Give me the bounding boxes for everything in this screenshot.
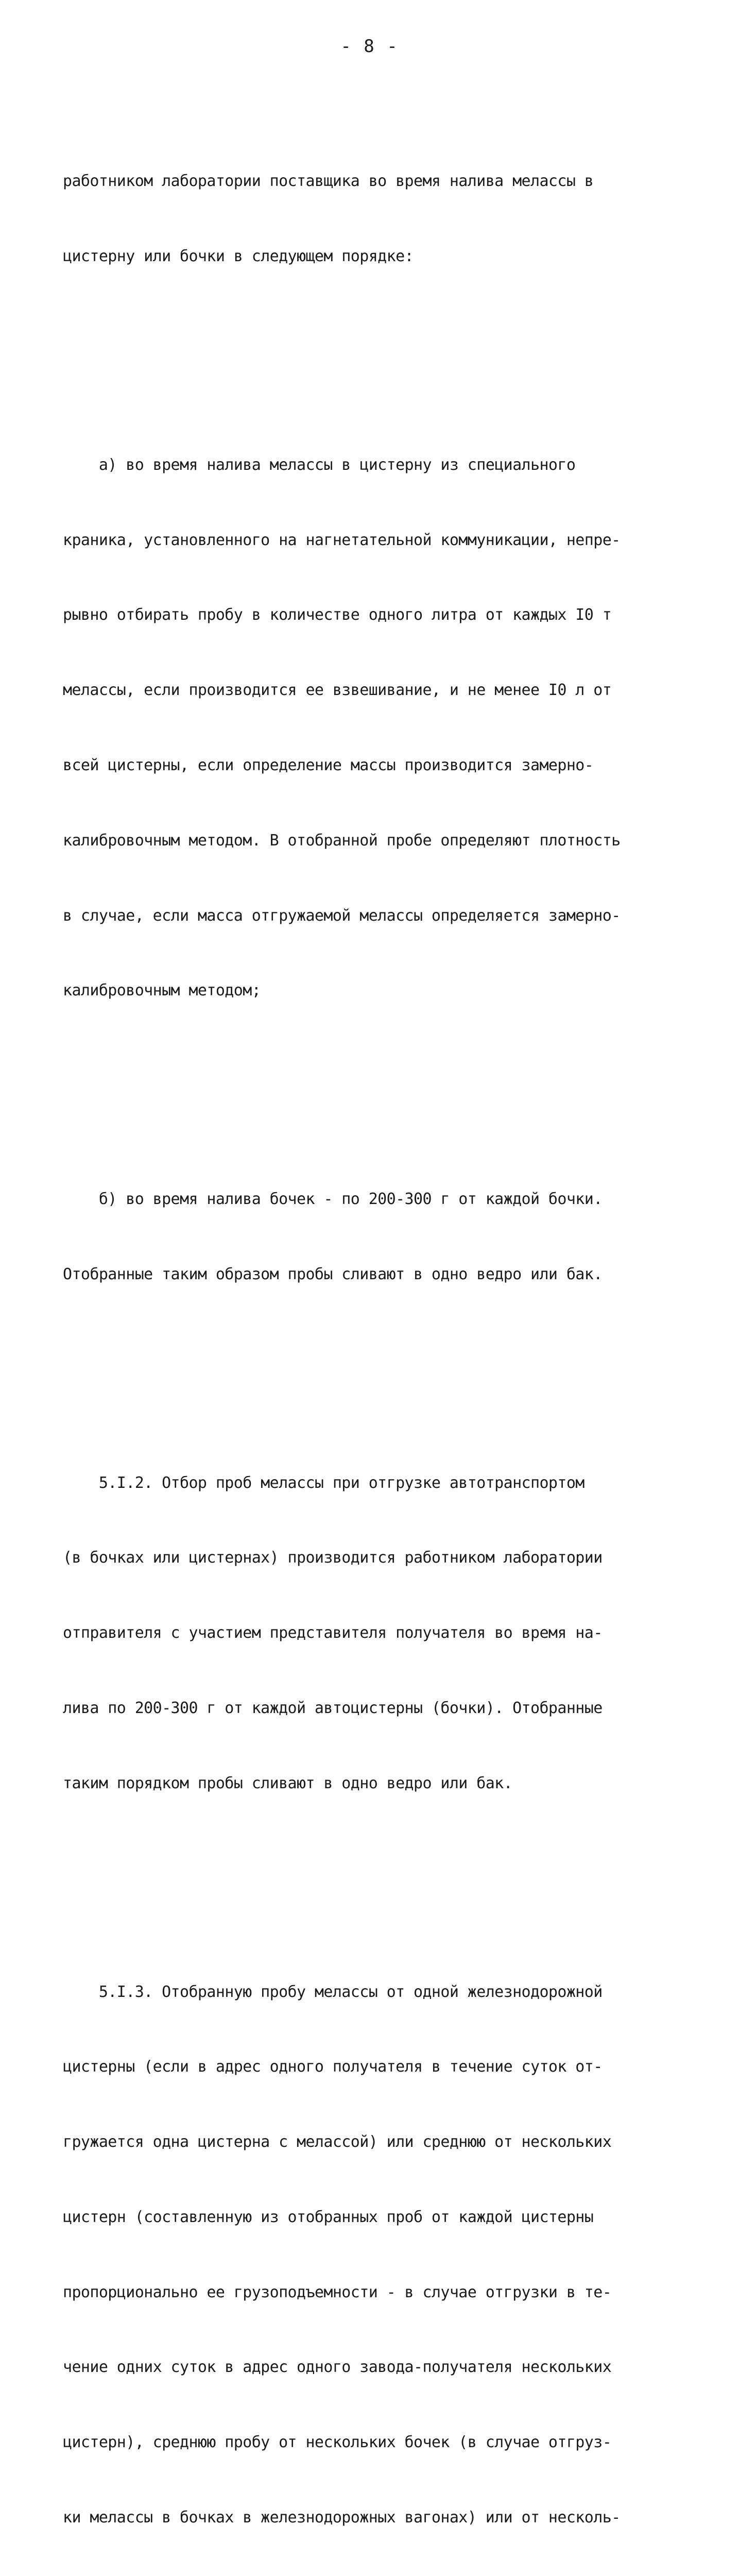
text-line: а) во время налива мелассы в цистерну из специального (63, 455, 576, 474)
text-line: пропорционально ее грузоподъемности - в случае отгрузки в те- (63, 2283, 612, 2301)
text-line: рывно отбирать пробу в количестве одного литра от каждых I0 т (63, 606, 612, 624)
text-line: лива по 200-300 г от каждой автоцистерны (бочки). Отобранные (63, 1699, 603, 1717)
page-number: - 8 - (340, 36, 399, 57)
text-line: краника, установленного на нагнетательной коммуникации, непре- (63, 531, 621, 549)
text-line: цистерн), среднюю пробу от нескольких бочек (в случае отгруз- (63, 2433, 612, 2452)
paragraph-a (63, 403, 696, 1054)
text-line: таким порядком пробы сливают в одно ведро или бак. (63, 1774, 513, 1792)
text-line: чение одних суток в адрес одного завода-получателя нескольких (63, 2358, 612, 2377)
text-line: цистерну или бочки в следующем порядке: (63, 247, 414, 266)
text-line: цистерны (если в адрес одного получателя в течение суток от- (63, 2058, 603, 2076)
text-line: гружается одна цистерна с мелассой) или среднюю от нескольких (63, 2133, 612, 2151)
text-line: калибровочным методом; (63, 981, 261, 1000)
text-line: 5.I.2. Отбор проб мелассы при отгрузке автотранспортом (63, 1473, 585, 1492)
text-line: отправителя с участием представителя получателя во время на- (63, 1624, 603, 1642)
paragraph-intro (63, 119, 696, 319)
text-line: в случае, если масса отгружаемой мелассы определяется замерно- (63, 906, 621, 925)
text-line: работником лаборатории поставщика во время налива мелассы в (63, 172, 594, 191)
text-line: всей цистерны, если определение массы производится замерно- (63, 756, 594, 775)
text-line: 5.I.3. Отобранную пробу мелассы от одной железнодорожной (63, 1982, 603, 2001)
paragraph-b (63, 1137, 696, 1337)
document-body (63, 69, 696, 2576)
text-line: (в бочках или цистернах) производится работником лаборатории (63, 1549, 603, 1567)
text-line: мелассы, если производится ее взвешивание, и не менее I0 л от (63, 681, 612, 700)
text-line: цистерн (составленную из отобранных проб от каждой цистерны (63, 2208, 594, 2226)
paragraph-5-1-3 (63, 1929, 696, 2576)
text-line: ки мелассы в бочках в железнодорожных вагонах) или от несколь- (63, 2509, 621, 2527)
paragraph-5-1-2 (63, 1420, 696, 1846)
text-line: калибровочным методом. В отобранной пробе определяют плотность (63, 831, 621, 850)
text-line: Отобранные таким образом пробы сливают в одно ведро или бак. (63, 1265, 603, 1283)
text-line: б) во время налива бочек - по 200-300 г от каждой бочки. (63, 1190, 603, 1209)
